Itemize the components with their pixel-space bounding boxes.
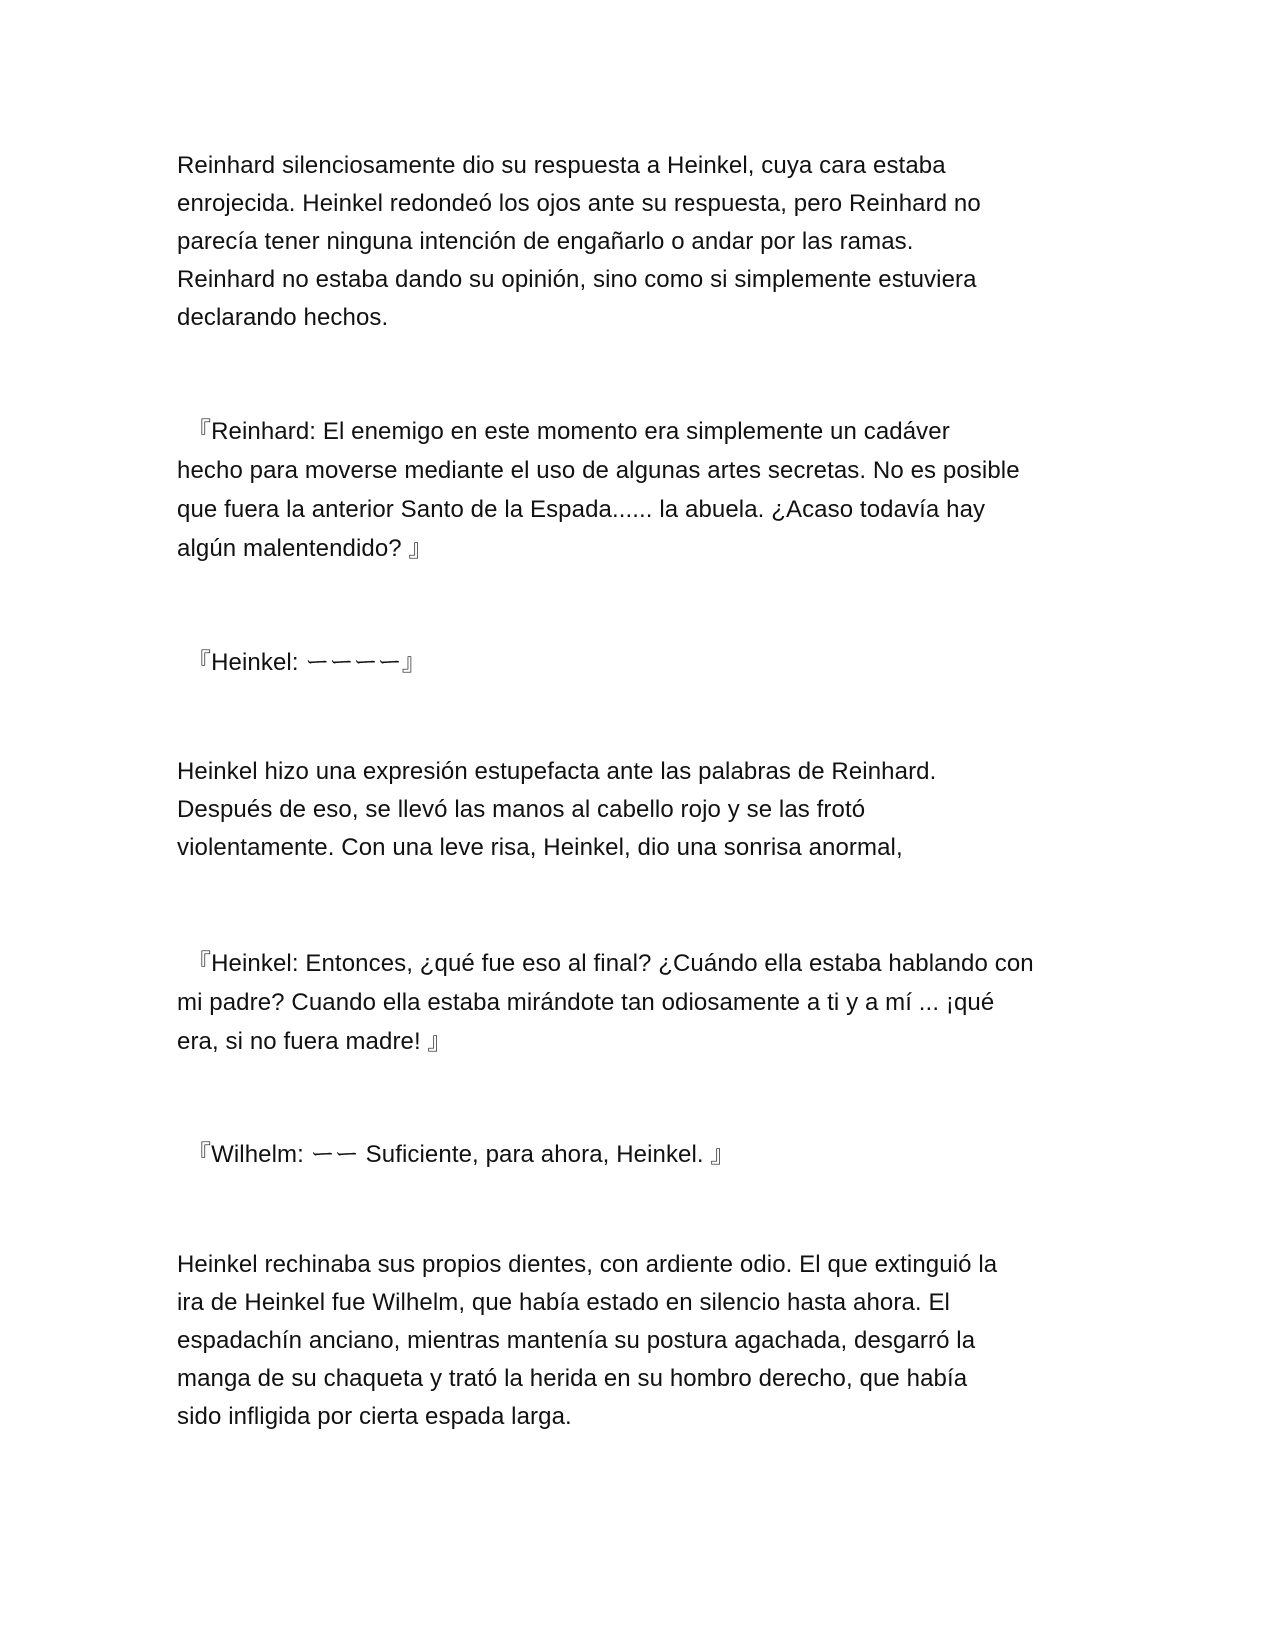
text-line: era, si no fuera madre! 』	[177, 1028, 452, 1055]
narration-paragraph-2	[177, 753, 1107, 867]
text-line: mi padre? Cuando ella estaba mirándote tan odiosamente a ti y a mí ... ¡qué	[177, 989, 995, 1016]
narration-paragraph-1	[177, 147, 1107, 337]
dialogue-reinhard	[177, 412, 1107, 568]
text-line: ira de Heinkel fue Wilhelm, que había estado en silencio hasta ahora. El	[177, 1289, 950, 1316]
text-line: Heinkel hizo una expresión estupefacta ante las palabras de Reinhard.	[177, 758, 937, 785]
dialogue-wilhelm	[177, 1136, 1107, 1174]
text-line: violentamente. Con una leve risa, Heinkel, dio una sonrisa anormal,	[177, 834, 903, 861]
text-line: Reinhard silenciosamente dio su respuesta a Heinkel, cuya cara estaba	[177, 152, 946, 179]
text-line: 『Wilhelm: ーー Suficiente, para ahora, Heinkel. 』	[187, 1141, 735, 1168]
text-line: 『Heinkel: Entonces, ¿qué fue eso al final? ¿Cuándo ella estaba hablando con	[187, 950, 1034, 977]
narration-paragraph-3	[177, 1246, 1107, 1436]
dialogue-heinkel	[177, 944, 1107, 1061]
text-line: manga de su chaqueta y trató la herida en su hombro derecho, que había	[177, 1365, 968, 1392]
text-line: espadachín anciano, mientras mantenía su postura agachada, desgarró la	[177, 1327, 976, 1354]
text-line: 『Heinkel: ーーーー』	[187, 649, 426, 676]
text-line: hecho para moverse mediante el uso de algunas artes secretas. No es posible	[177, 457, 1020, 484]
text-line: parecía tener ninguna intención de engañarlo o andar por las ramas.	[177, 228, 914, 255]
text-line: Heinkel rechinaba sus propios dientes, con ardiente odio. El que extinguió la	[177, 1251, 998, 1278]
text-line: que fuera la anterior Santo de la Espada...... la abuela. ¿Acaso todavía hay	[177, 496, 986, 523]
text-line: declarando hechos.	[177, 304, 389, 331]
text-line: Después de eso, se llevó las manos al cabello rojo y se las frotó	[177, 796, 866, 823]
text-line: 『Reinhard: El enemigo en este momento era simplemente un cadáver	[187, 418, 950, 445]
text-line: algún malentendido? 』	[177, 535, 433, 562]
text-line: Reinhard no estaba dando su opinión, sino como si simplemente estuviera	[177, 266, 977, 293]
dialogue-heinkel-silence	[177, 644, 1107, 682]
text-line: sido infligida por cierta espada larga.	[177, 1403, 572, 1430]
text-line: enrojecida. Heinkel redondeó los ojos ante su respuesta, pero Reinhard no	[177, 190, 981, 217]
